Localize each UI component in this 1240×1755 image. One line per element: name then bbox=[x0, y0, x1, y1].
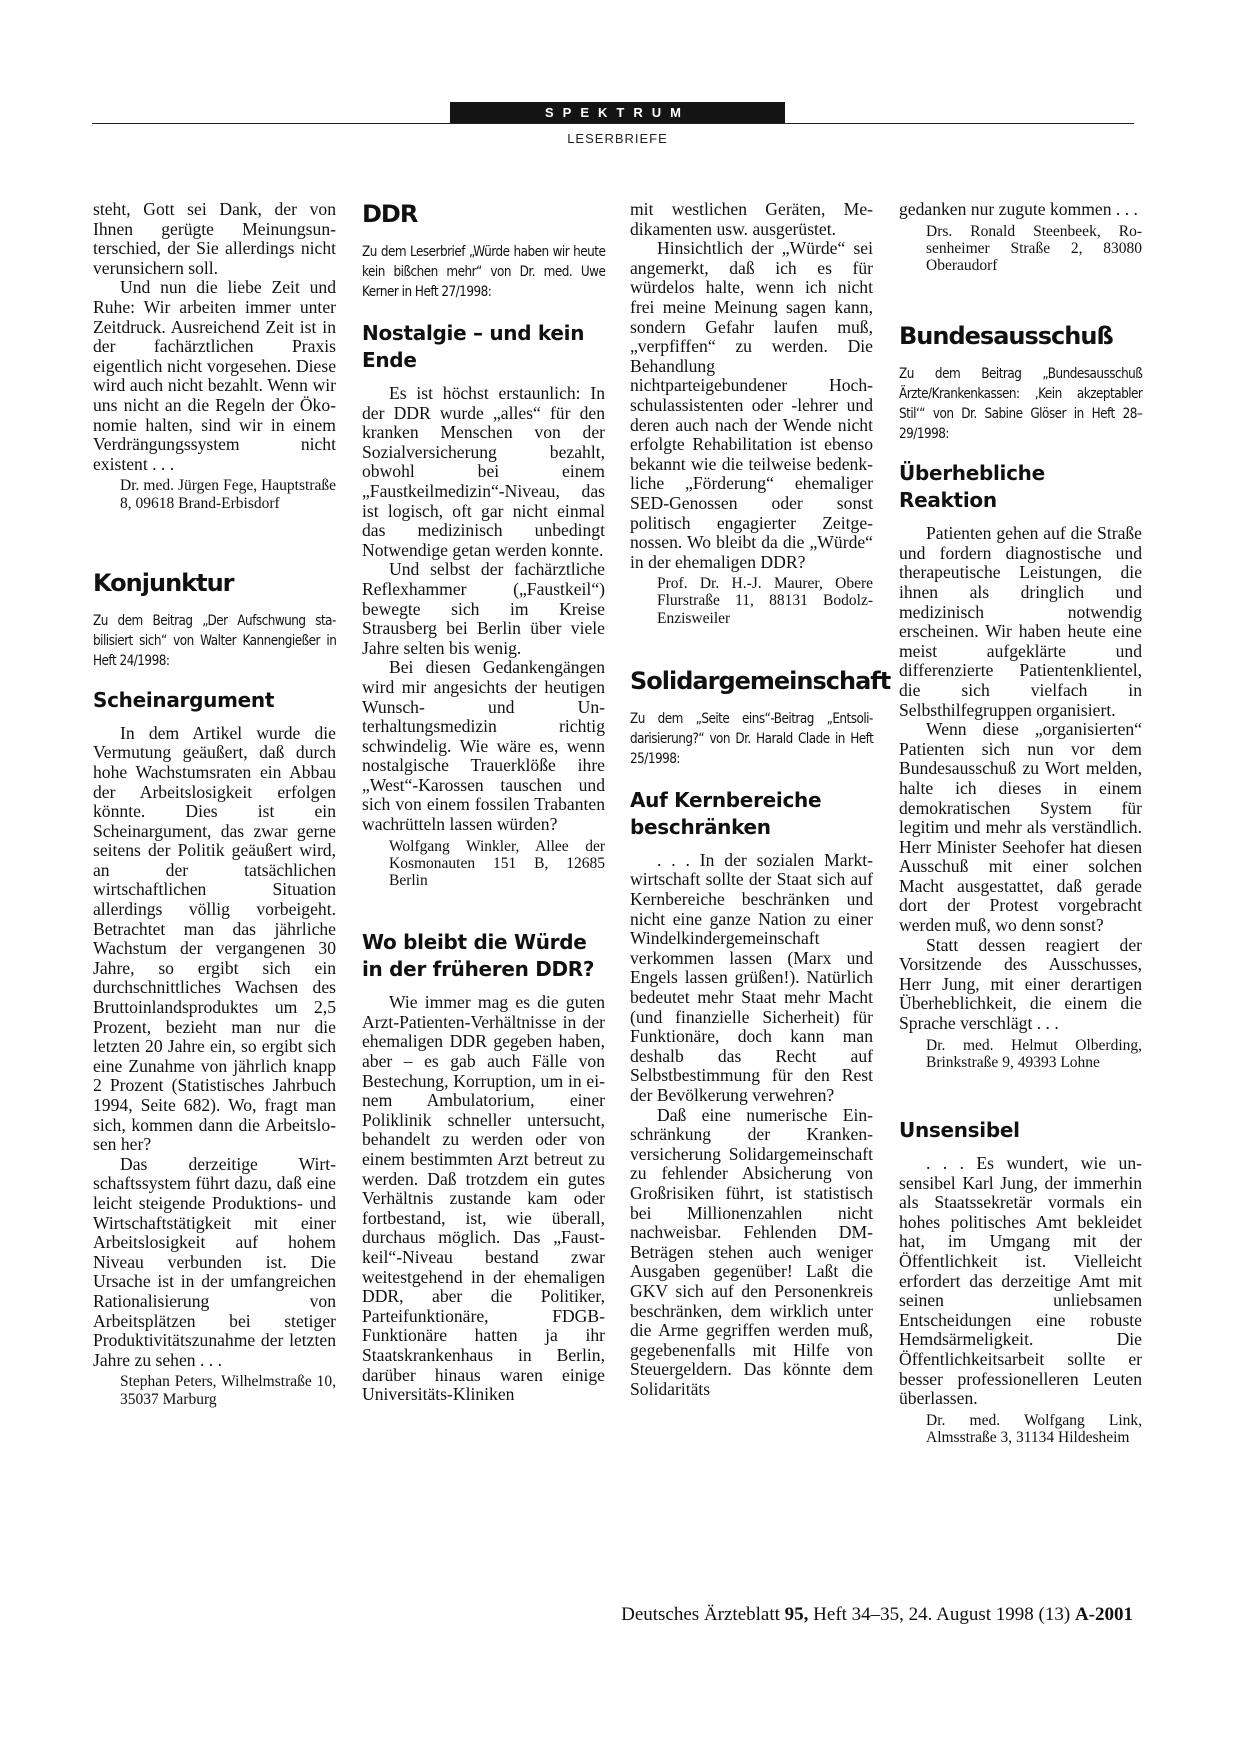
letter-headline: Unsensibel bbox=[899, 1118, 1020, 1143]
paragraph: steht, Gott sei Dank, der von Ihnen gerügte Meinungsunterschied, der Sie allerdings nicht verunsichern soll. bbox=[93, 199, 336, 278]
volume-number: 95, bbox=[784, 1604, 809, 1625]
column-3 bbox=[630, 199, 891, 1400]
letter-body bbox=[362, 384, 605, 835]
section-banner: SPEKTRUM bbox=[450, 102, 785, 123]
column-1 bbox=[93, 200, 336, 1408]
paragraph: Bei diesen Gedankengängen wird mir angesichts der heutigen Wunsch- und Unterhaltungsmedizin richtig schwindelig. Wie wäre es, wenn nostalgische Trauerklöße ihre „West“-Karossen tauschen und sich von einem fossilen Trabanten wachrütteln lassen würden? bbox=[362, 657, 605, 835]
letter-headline: Überhebliche Reaktion bbox=[899, 461, 1045, 513]
paragraph: Das derzeitige Wirtschaftssystem führt dazu, daß eine leicht steigende Produktions- und Wirtschaftstätigkeit mit einer Arbeitslosigkeit auf hohem Niveau verbunden ist. Die Ursache ist in der umfangreichen Rationalisierung von Arbeitsplätzen bei stetiger Produktivitätszunahme der letzten Jahre zu sehen . . . bbox=[93, 1153, 336, 1370]
section-intro: Zu dem Beitrag „Der Aufschwung stabilisiert sich“ von Walter Kannengießer in Heft 24/1998: bbox=[93, 612, 337, 669]
paragraph: Und nun die liebe Zeit und Ruhe: Wir arbeiten immer unter Zeitdruck. Ausreichend Zeit ist in der fachärztlichen Praxis eigentlich nicht vorgesehen. Diese wird auch nicht bezahlt. Wenn wir uns nicht an die Regeln der Ökonomie halten, sind wir in einem Verdrängungssystem nicht existent . . . bbox=[93, 277, 336, 474]
section-title-ddr: DDR bbox=[362, 200, 418, 228]
letter-signature: Drs. Ronald Steenbeek, Rosenheimer Straße 2, 83080 Oberaudorf bbox=[926, 222, 1142, 274]
letter-signature: Dr. med. Wolfgang Link, Almsstraße 3, 31134 Hildesheim bbox=[926, 1411, 1142, 1446]
letter-body bbox=[899, 1154, 1142, 1409]
column-4 bbox=[899, 200, 1142, 1446]
letter-body bbox=[362, 993, 605, 1404]
page-footer bbox=[621, 1604, 1133, 1626]
letter-headline: Scheinargument bbox=[93, 687, 275, 712]
header-rule bbox=[92, 123, 1134, 124]
paragraph: Patienten gehen auf die Straße und fordern diagnostische und therapeutische Leistungen, die ihnen als dringlich und medizinisch notwendig erscheinen. Wir haben heute eine meist aufgeklärte und differenzierte Patientenklientel, die sich vielfach in Selbsthilfegruppen organisiert. bbox=[899, 523, 1142, 720]
journal-name: Deutsches Ärzteblatt bbox=[621, 1604, 780, 1625]
section-intro: Zu dem Leserbrief „Würde haben wir heute kein bißchen mehr“ von Dr. med. Uwe Kerner in Heft 27/1998: bbox=[362, 244, 606, 300]
paragraph: . . . Es wundert, wie unsensibel Karl Jung, der immerhin als Staatssekretär vormals ein hohes politisches Amt bekleidet hat, im Umgang mit der Öffentlichkeit ist. Vielleicht erfordert das derzeitige Amt mit seinen unliebsamen Entscheidungen eine robuste Hemdsärmeligkeit. Die Öffentlichkeitsarbeit sollte er besser professionelleren Leuten überlassen. bbox=[899, 1153, 1142, 1409]
paragraph: Wie immer mag es die guten Arzt-Patienten-Verhältnisse in der ehemaligen DDR gegeben haben, aber – es gab auch Fälle von Bestechung, Korruption, um in einem Ambulatorium, einer Poliklinik schneller untersucht, behandelt zu werden oder von einem bestimmten Arzt betreut zu werden. Daß trotzdem ein gutes Verhältnis zustande kam oder fortbestand, ist, wie überall, durchaus möglich. Das „Faustkeil“-Niveau bestand zwar weitestgehend in der ehemaligen DDR, aber die Politiker, Parteifunktionäre, FDGB-Funktionäre hatten ja ihr Staatskrankenhaus in Berlin, darüber hinaus waren einige Universitäts-Kliniken bbox=[362, 992, 605, 1405]
issue-date: Heft 34–35, 24. August 1998 (13) bbox=[813, 1604, 1071, 1625]
subsection-label: LESERBRIEFE bbox=[567, 131, 668, 146]
letter-headline: Wo bleibt die Würde in der früheren DDR? bbox=[362, 930, 595, 982]
paragraph: mit westlichen Geräten, Medikamenten usw. ausgerüstet. bbox=[630, 199, 873, 239]
letter-body bbox=[630, 851, 873, 1400]
section-intro: Zu dem „Seite eins“-Beitrag „Entsolidarisierung?“ von Dr. Harald Clade in Heft 25/1998: bbox=[630, 710, 874, 767]
letter-continuation bbox=[630, 200, 873, 572]
letter-headline: Nostalgie – und kein Ende bbox=[362, 321, 585, 372]
paragraph: Es ist höchst erstaunlich: In der DDR wurde „alles“ für den kranken Menschen von der Sozialversicherung bezahlt, obwohl bei einem „Faustkeilmedizin“-Niveau, das ist logisch, oft gar nicht einmal das medizinisch unbedingt Notwendige getan werden konnte. bbox=[362, 383, 605, 560]
page-number: A-2001 bbox=[1074, 1604, 1133, 1625]
section-intro: Zu dem Beitrag „Bundesausschuß Ärzte/Krankenkassen: ‚Kein akzeptabler Stil‘“ von Dr. Sabine Glöser in Heft 28–29/1998: bbox=[899, 366, 1143, 443]
paragraph: Wenn diese „organisierten“ Patienten sich nun vor dem Bundesausschuß zu Wort melden, halte ich dieses in einem demokratischen System für legitim und mehr als verständlich. Herr Minister Seehofer hat diesen Ausschuß mit einer solchen Macht ausgestattet, daß gerade dort der Protest vorgebracht werden muß, wo denn sonst? bbox=[899, 719, 1142, 936]
section-title-konjunktur: Konjunktur bbox=[93, 568, 234, 597]
letter-body bbox=[899, 524, 1142, 1033]
letter-continuation bbox=[93, 200, 336, 474]
section-title-bundesausschuss: Bundesausschuß bbox=[899, 322, 1113, 351]
letter-signature: Dr. med. Jürgen Fege, Hauptstraße 8, 09618 Brand-Erbisdorf bbox=[120, 477, 336, 512]
letter-body bbox=[93, 724, 336, 1371]
paragraph: Daß eine numerische Einschränkung der Krankenversicherung Solidargemeinschaft zu fehlender Absicherung von Großrisiken führt, ist statistisch bei Millionenzahlen nicht nachweisbar. Fehlenden DM-Beträgen stehen auch weniger Ausgaben gegenüber! Laßt die GKV sich auf den Personenkreis beschränken, dem wirklich unter die Arme gegriffen werden muß, gegebenenfalls mit Hilfe von Steuergeldern. Das könnte dem Solidaritäts bbox=[630, 1104, 873, 1399]
letter-signature: Prof. Dr. H.-J. Maurer, Obere Flurstraße 11, 88131 Bodolz-Enzisweiler bbox=[657, 575, 873, 627]
paragraph: Hinsichtlich der „Würde“ sei angemerkt, daß ich es für würdelos halte, wenn ich nicht frei meine Meinung sagen kann, sondern Gefahr laufen muß, „verpfiffen“ zu werden. Die Behandlung nichtparteigebundener Hochschulassistenten oder -lehrer und deren auch nach der Wende nicht erfolgte Rehabilitation ist ebenso bekannt wie die teilweise bedenkliche „Förderung“ ehemaliger SED-Genossen oder sonst politisch engagierter Zeitgenossen. Wo bleibt da die „Würde“ in der ehemaligen DDR? bbox=[630, 238, 873, 572]
column-2 bbox=[362, 200, 605, 1405]
letter-continuation bbox=[899, 200, 1142, 220]
letter-signature: Dr. med. Helmut Olberding, Brinkstraße 9, 49393 Lohne bbox=[926, 1036, 1142, 1071]
paragraph: . . . In der sozialen Marktwirtschaft sollte der Staat sich auf Kernbereiche beschränken und nicht eine ganze Nation zu einer Windelkindergemeinschaft verkommen lassen (Marx und Engels lassen grüßen!). Natürlich bedeutet mehr Staat mehr Macht (und finanzielle Sicherheit) für Funktionäre, doch kann man deshalb das Recht auf Selbstbestimmung für den Rest der Bevölkerung verwehren? bbox=[630, 849, 873, 1106]
letter-headline: Auf Kernbereiche beschränken bbox=[630, 787, 822, 839]
paragraph: gedanken nur zugute kommen . . . bbox=[899, 199, 1138, 219]
section-title-solidargemeinschaft: Solidargemeinschaft bbox=[630, 666, 891, 695]
paragraph: In dem Artikel wurde die Vermutung geäußert, daß durch hohe Wachstumsraten ein Abbau der Arbeitslosigkeit erfolgen könnte. Dies ist ein Scheinargument, das zwar gerne seitens der Politik geäußert wird, an der tatsächlichen wirtschaftlichen Situation allerdings völlig vorbeigeht. Betrachtet man das jährliche Wachstum der vergangenen 30 Jahre, so ergibt sich ein durchschnittliches Wachsen des Bruttoinlandsproduktes um 2,5 Prozent, bezieht man nur die letzten 20 Jahre ein, so ergibt sich eine Zunahme von jährlich knapp 2 Prozent (Statistisches Jahrbuch 1994, Seite 682). Wo, fragt man sich, kommen dann die Arbeitslosen her? bbox=[93, 722, 336, 1155]
paragraph: Und selbst der fachärztliche Reflexhammer („Faustkeil“) bewegte sich im Kreise Strausberg bei Berlin über viele Jahre selten bis wenig. bbox=[362, 559, 605, 658]
letter-signature: Wolfgang Winkler, Allee der Kosmonauten 151 B, 12685 Berlin bbox=[389, 837, 605, 890]
paragraph: Statt dessen reagiert der Vorsitzende des Ausschusses, Herr Jung, mit einer derartigen Überheblichkeit, die einem die Sprache verschlägt . . . bbox=[899, 934, 1142, 1034]
letter-signature: Stephan Peters, Wilhelmstraße 10, 35037 Marburg bbox=[120, 1373, 336, 1408]
